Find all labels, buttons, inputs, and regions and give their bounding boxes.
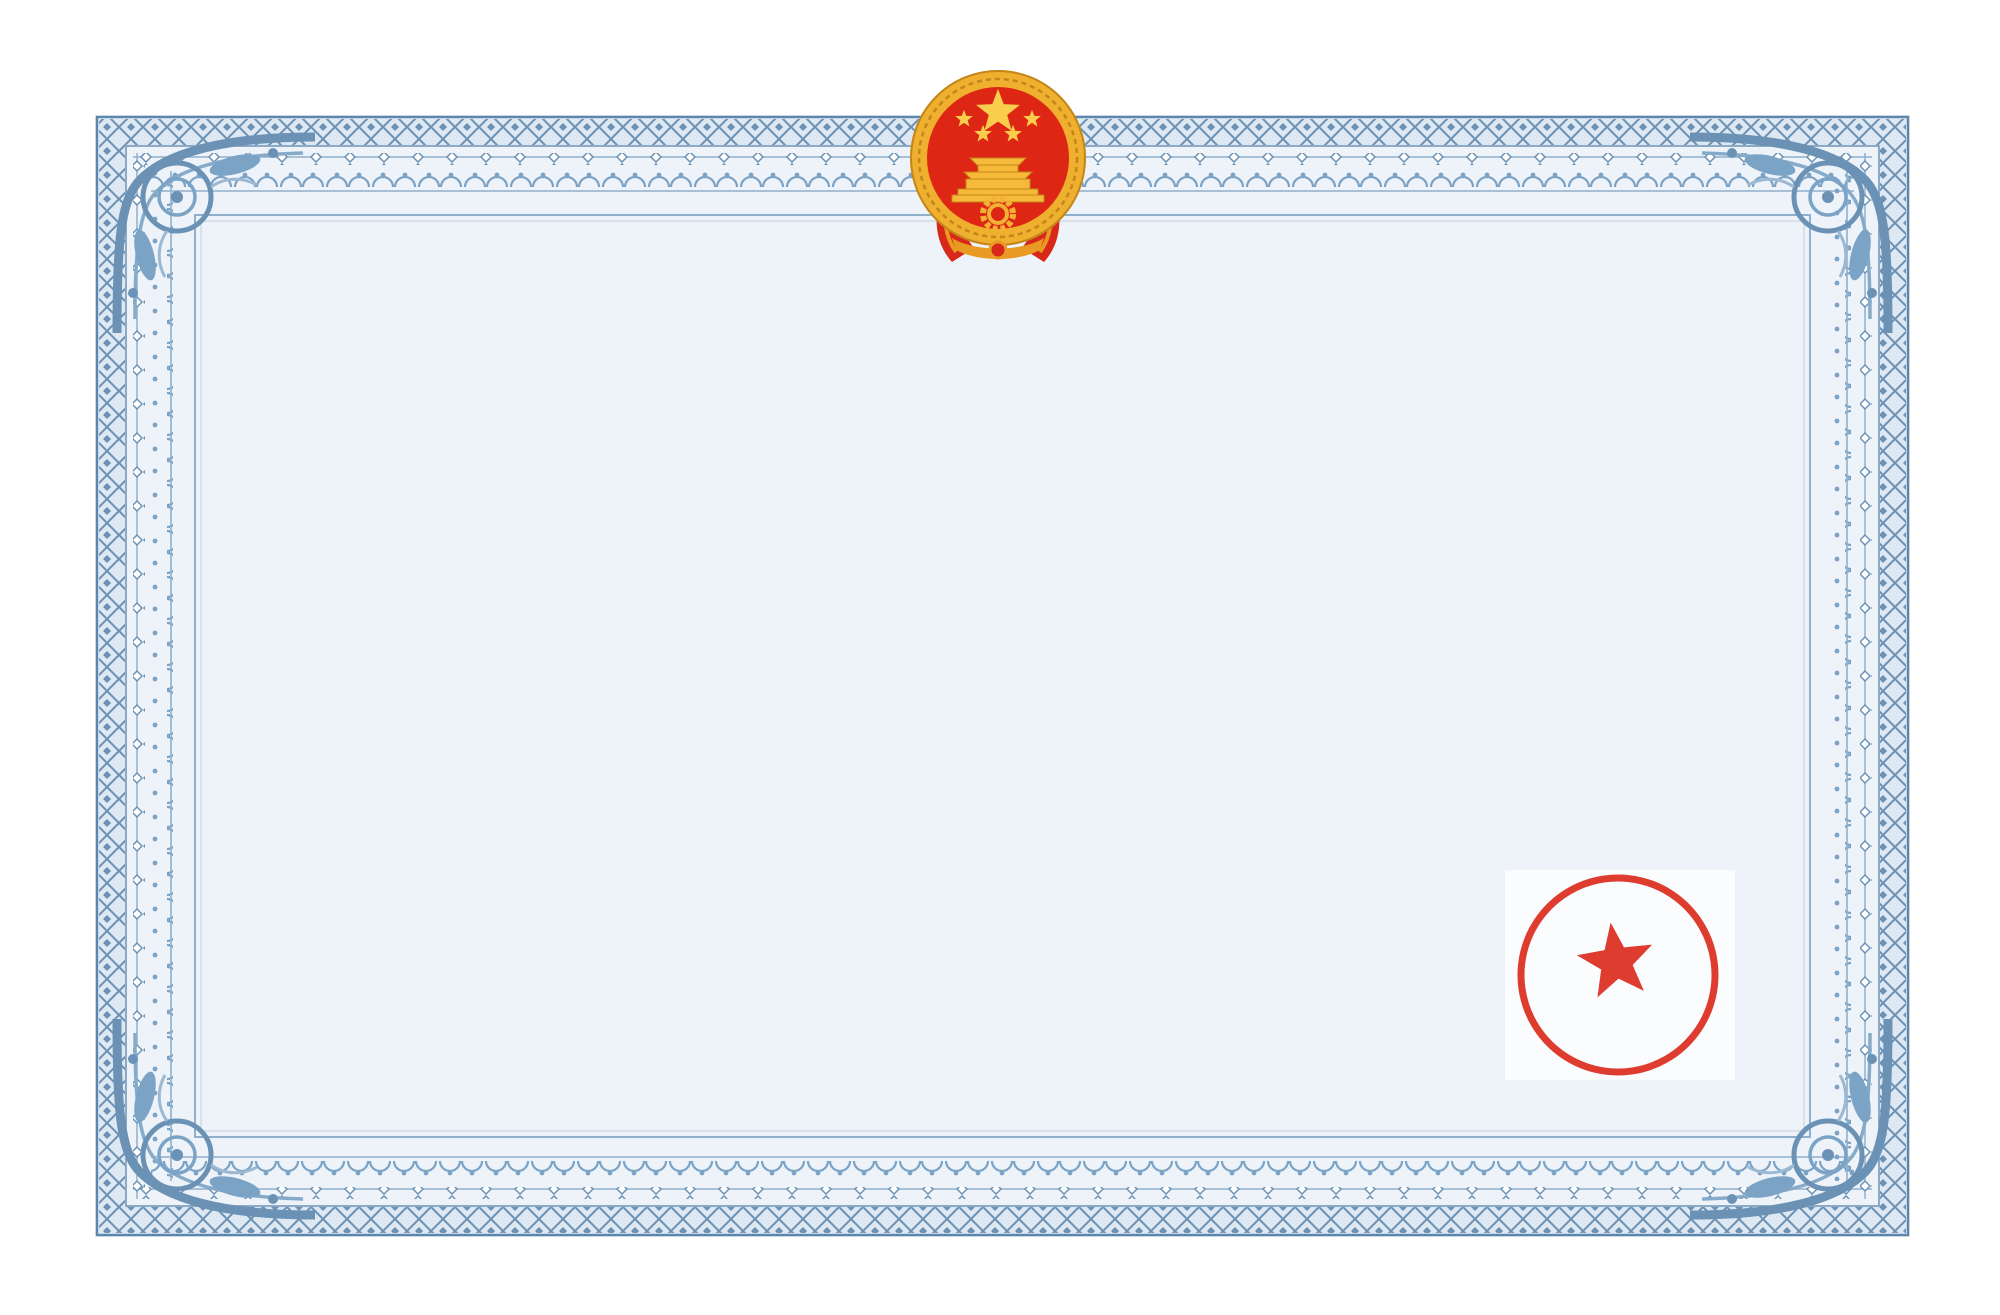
field-row-license-scope bbox=[335, 812, 634, 860]
credit-code-line bbox=[221, 255, 251, 294]
field-row-legal-representative bbox=[335, 584, 634, 632]
issue-date-line bbox=[1245, 1059, 1428, 1104]
issuing-authority-line bbox=[1245, 983, 1251, 1028]
qr-code bbox=[1558, 210, 1774, 426]
field-row-validity bbox=[335, 888, 770, 936]
field-row-economic-type bbox=[335, 736, 634, 784]
official-seal bbox=[1500, 860, 1740, 1100]
certificate bbox=[95, 115, 1910, 1237]
field-row-address bbox=[335, 660, 634, 708]
field-row-company-name bbox=[335, 508, 634, 556]
national-emblem-icon bbox=[908, 62, 1088, 268]
serial-line bbox=[745, 441, 753, 480]
